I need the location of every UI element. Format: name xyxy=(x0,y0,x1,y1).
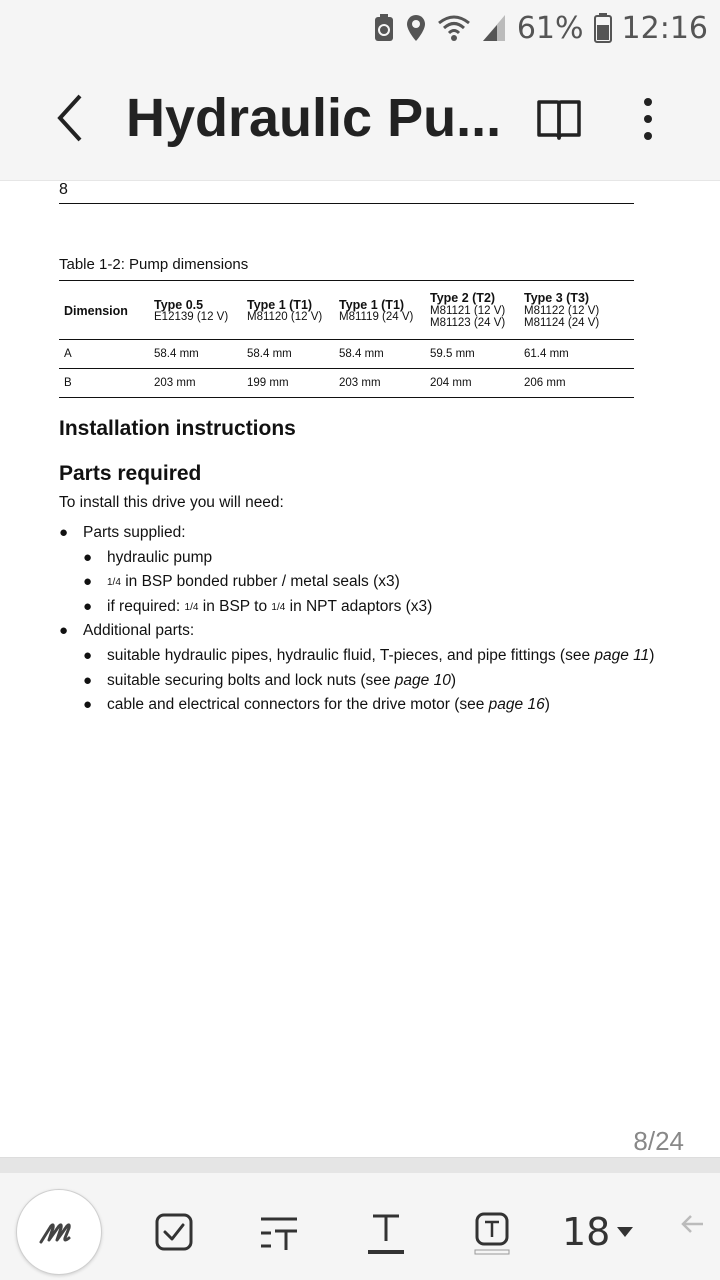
reading-mode-button[interactable] xyxy=(534,94,584,144)
table-cell: 58.4 mm xyxy=(339,348,384,360)
battery-icon xyxy=(594,13,612,43)
bottom-toolbar xyxy=(0,1173,720,1280)
page-link[interactable]: page 16 xyxy=(488,696,545,714)
font-size-select[interactable] xyxy=(562,1209,634,1255)
text-box-icon xyxy=(474,1211,510,1255)
checkbox-tool-button[interactable] xyxy=(154,1212,194,1252)
column-code: M81124 (24 V) xyxy=(524,317,600,330)
list-item-text: Additional parts: xyxy=(83,622,195,640)
list-item-text: ) xyxy=(450,671,456,689)
list-item xyxy=(59,693,659,718)
text-tool-button[interactable] xyxy=(367,1211,405,1255)
checkbox-icon xyxy=(154,1212,194,1252)
bullet-icon: ● xyxy=(83,573,93,591)
location-icon xyxy=(405,13,427,43)
table-cell: 59.5 mm xyxy=(430,348,475,360)
battery-percent: 61% xyxy=(516,10,584,46)
row-label: A xyxy=(64,348,72,360)
back-button[interactable] xyxy=(48,90,94,146)
document-title: Hydraulic Pu... xyxy=(126,88,502,148)
pump-dimensions-table xyxy=(59,280,634,398)
clock: 12:16 xyxy=(621,10,708,46)
fraction: 1/4 xyxy=(184,601,199,613)
table-cell: 61.4 mm xyxy=(524,348,569,360)
list-item xyxy=(59,595,659,620)
table-cell: 199 mm xyxy=(247,377,289,389)
status-icons xyxy=(373,8,708,48)
page-indicator: 8/24 xyxy=(633,1126,684,1156)
list-item-text: suitable securing bolts and lock nuts (see xyxy=(107,671,395,689)
back-arrow-small-icon xyxy=(680,1211,706,1237)
table-cell: 203 mm xyxy=(339,377,381,389)
battery-saver-icon xyxy=(373,13,395,43)
fraction: 1/4 xyxy=(271,601,286,613)
installation-heading: Installation instructions xyxy=(59,417,296,440)
fraction: 1/4 xyxy=(107,577,121,589)
list-item-text: in NPT adaptors (x3) xyxy=(285,597,433,615)
list-item-text: ) xyxy=(544,696,550,714)
font-size-value: 18 xyxy=(562,1210,611,1254)
app-bar xyxy=(0,56,720,181)
column-code: M81121 (12 V) xyxy=(430,304,506,317)
text-t-icon xyxy=(367,1211,405,1255)
column-code: M81120 (12 V) xyxy=(247,311,323,323)
column-type-name: Type 3 (T3) xyxy=(524,291,590,306)
intro-text: To install this drive you will need: xyxy=(59,494,284,511)
column-code: M81123 (24 V) xyxy=(430,317,506,330)
table-cell: 206 mm xyxy=(524,377,566,389)
list-item xyxy=(59,644,659,669)
undo-button[interactable] xyxy=(680,1211,706,1237)
list-item xyxy=(59,546,659,571)
column-code: M81122 (12 V) xyxy=(524,304,600,317)
list-item-text: Parts supplied: xyxy=(83,524,186,541)
column-header xyxy=(425,281,519,340)
table-cell: 58.4 mm xyxy=(247,348,292,360)
bullet-icon: ● xyxy=(59,622,69,640)
table-cell: 58.4 mm xyxy=(154,348,199,360)
page-header-rule xyxy=(59,203,634,204)
text-format-button[interactable] xyxy=(259,1214,299,1252)
parts-required-heading: Parts required xyxy=(59,462,202,485)
dropdown-arrow-icon xyxy=(616,1226,634,1238)
book-icon xyxy=(534,94,584,144)
list-item-text: cable and electrical connectors for the drive motor (see xyxy=(107,696,489,714)
bullet-icon: ● xyxy=(83,548,93,566)
text-box-tool-button[interactable] xyxy=(474,1211,510,1255)
column-type-name: Type 1 (T1) xyxy=(247,297,313,312)
list-item-text: if required: xyxy=(107,597,185,615)
more-options-button[interactable] xyxy=(630,94,666,144)
page-number: 8 xyxy=(59,181,68,198)
row-label: B xyxy=(64,377,72,389)
document-page[interactable] xyxy=(0,181,720,1156)
column-type-name: Type 0.5 xyxy=(154,297,204,312)
column-code: M81119 (24 V) xyxy=(339,311,414,323)
wifi-icon xyxy=(437,13,471,43)
list-item-text: hydraulic pump xyxy=(107,548,213,566)
column-header xyxy=(519,281,634,340)
list-item-text: in BSP to xyxy=(198,597,272,615)
bullet-icon: ● xyxy=(83,696,93,714)
signal-icon xyxy=(481,13,507,43)
bullet-icon: ● xyxy=(59,524,69,541)
column-type-name: Type 1 (T1) xyxy=(339,297,405,312)
list-item-text: ) xyxy=(649,646,655,664)
list-item xyxy=(59,521,659,546)
more-vertical-icon xyxy=(630,94,666,144)
page-link[interactable]: page 11 xyxy=(594,646,650,664)
table-header-row xyxy=(59,281,634,340)
parts-list xyxy=(59,521,659,718)
list-item xyxy=(59,669,659,694)
table-cell: 204 mm xyxy=(430,377,472,389)
back-arrow-icon xyxy=(48,90,94,146)
toolbar-separator xyxy=(0,1157,720,1174)
table-row xyxy=(59,369,634,398)
handwriting-button[interactable] xyxy=(16,1189,102,1275)
column-header xyxy=(149,281,242,340)
table-cell: 203 mm xyxy=(154,377,196,389)
list-item-text: in BSP bonded rubber / metal seals (x3) xyxy=(120,573,400,591)
bullet-icon: ● xyxy=(83,597,93,615)
list-item xyxy=(59,570,659,595)
list-item-text: suitable hydraulic pipes, hydraulic fluid, T-pieces, and pipe fittings (see xyxy=(107,646,595,664)
text-format-icon xyxy=(259,1214,299,1252)
column-code: E12139 (12 V) xyxy=(154,311,229,323)
column-type-name: Type 2 (T2) xyxy=(430,291,496,306)
table-caption: Table 1-2: Pump dimensions xyxy=(59,256,249,273)
bullet-icon: ● xyxy=(83,671,93,689)
pen-handwriting-icon xyxy=(17,1190,101,1274)
column-header xyxy=(334,281,425,340)
table-row xyxy=(59,340,634,369)
status-bar xyxy=(0,0,720,56)
column-header: Dimension xyxy=(64,303,128,318)
list-item xyxy=(59,619,659,644)
page-link[interactable]: page 10 xyxy=(394,671,451,689)
column-header xyxy=(242,281,334,340)
bullet-icon: ● xyxy=(83,646,93,664)
